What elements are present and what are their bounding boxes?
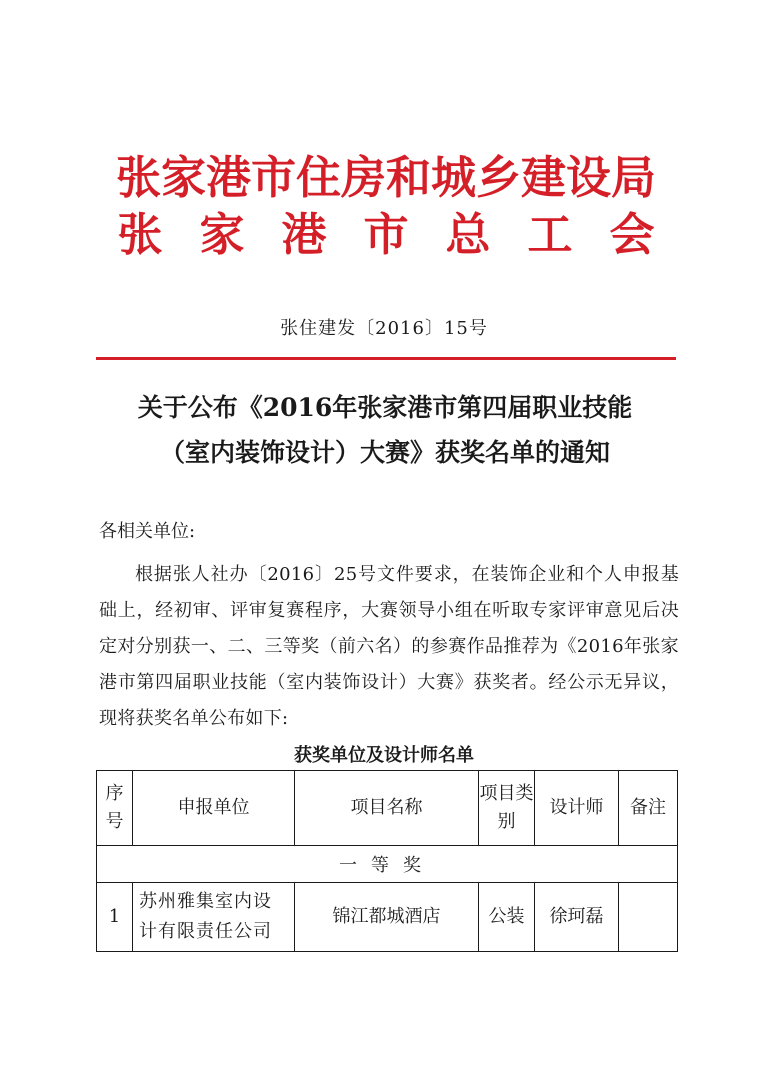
header-no: 序号 [97,771,133,846]
issuer-char: 港 [281,208,327,261]
issuer-line-1: 张家港市住房和城乡建设局 [115,151,656,204]
cell-category: 公装 [479,883,535,952]
header-designer: 设计师 [535,771,619,846]
header-remark: 备注 [619,771,678,846]
issuer-char: 会 [609,208,655,261]
greeting: 各相关单位: [99,521,196,542]
cell-remark [619,883,678,952]
table-caption: 获奖单位及设计师名单 [294,745,474,766]
issuer-char: 工 [527,208,573,261]
issuer-line-2 [96,208,676,261]
group-row [97,846,678,883]
issuer-char: 张 [117,208,163,261]
table-row [97,883,678,952]
cell-project: 锦江都城酒店 [295,883,479,952]
notice-title-line-2: （室内装饰设计）大赛》获奖名单的通知 [159,438,610,467]
group-label: 一等奖 [97,846,678,883]
cell-unit: 苏州雅集室内设计有限责任公司 [133,883,295,952]
cell-no: 1 [97,883,133,952]
header-category: 项目类别 [479,771,535,846]
table-header-row [97,771,678,846]
cell-designer: 徐珂磊 [535,883,619,952]
header-unit: 申报单位 [133,771,295,846]
issuer-char: 总 [445,208,491,261]
body-paragraph: 根据张人社办〔2016〕25号文件要求，在装饰企业和个人申报基础上，经初审、评审复赛程序，大赛领导小组在听取专家评审意见后决定对分别获一、二、三等奖（前六名）的参赛作品推荐为《2016年张家港市第四届职业技能（室内装饰设计）大赛》获奖者。经公示无异议，现将获奖名单公布如下: [99,564,679,729]
issuer-char: 家 [199,208,245,261]
issuer-char: 市 [363,208,409,261]
awards-table [96,770,678,952]
red-divider [96,357,676,360]
header-project: 项目名称 [295,771,479,846]
notice-title-line-1: 关于公布《2016年张家港市第四届职业技能 [137,393,633,422]
document-number: 张住建发〔2016〕15号 [280,318,488,339]
